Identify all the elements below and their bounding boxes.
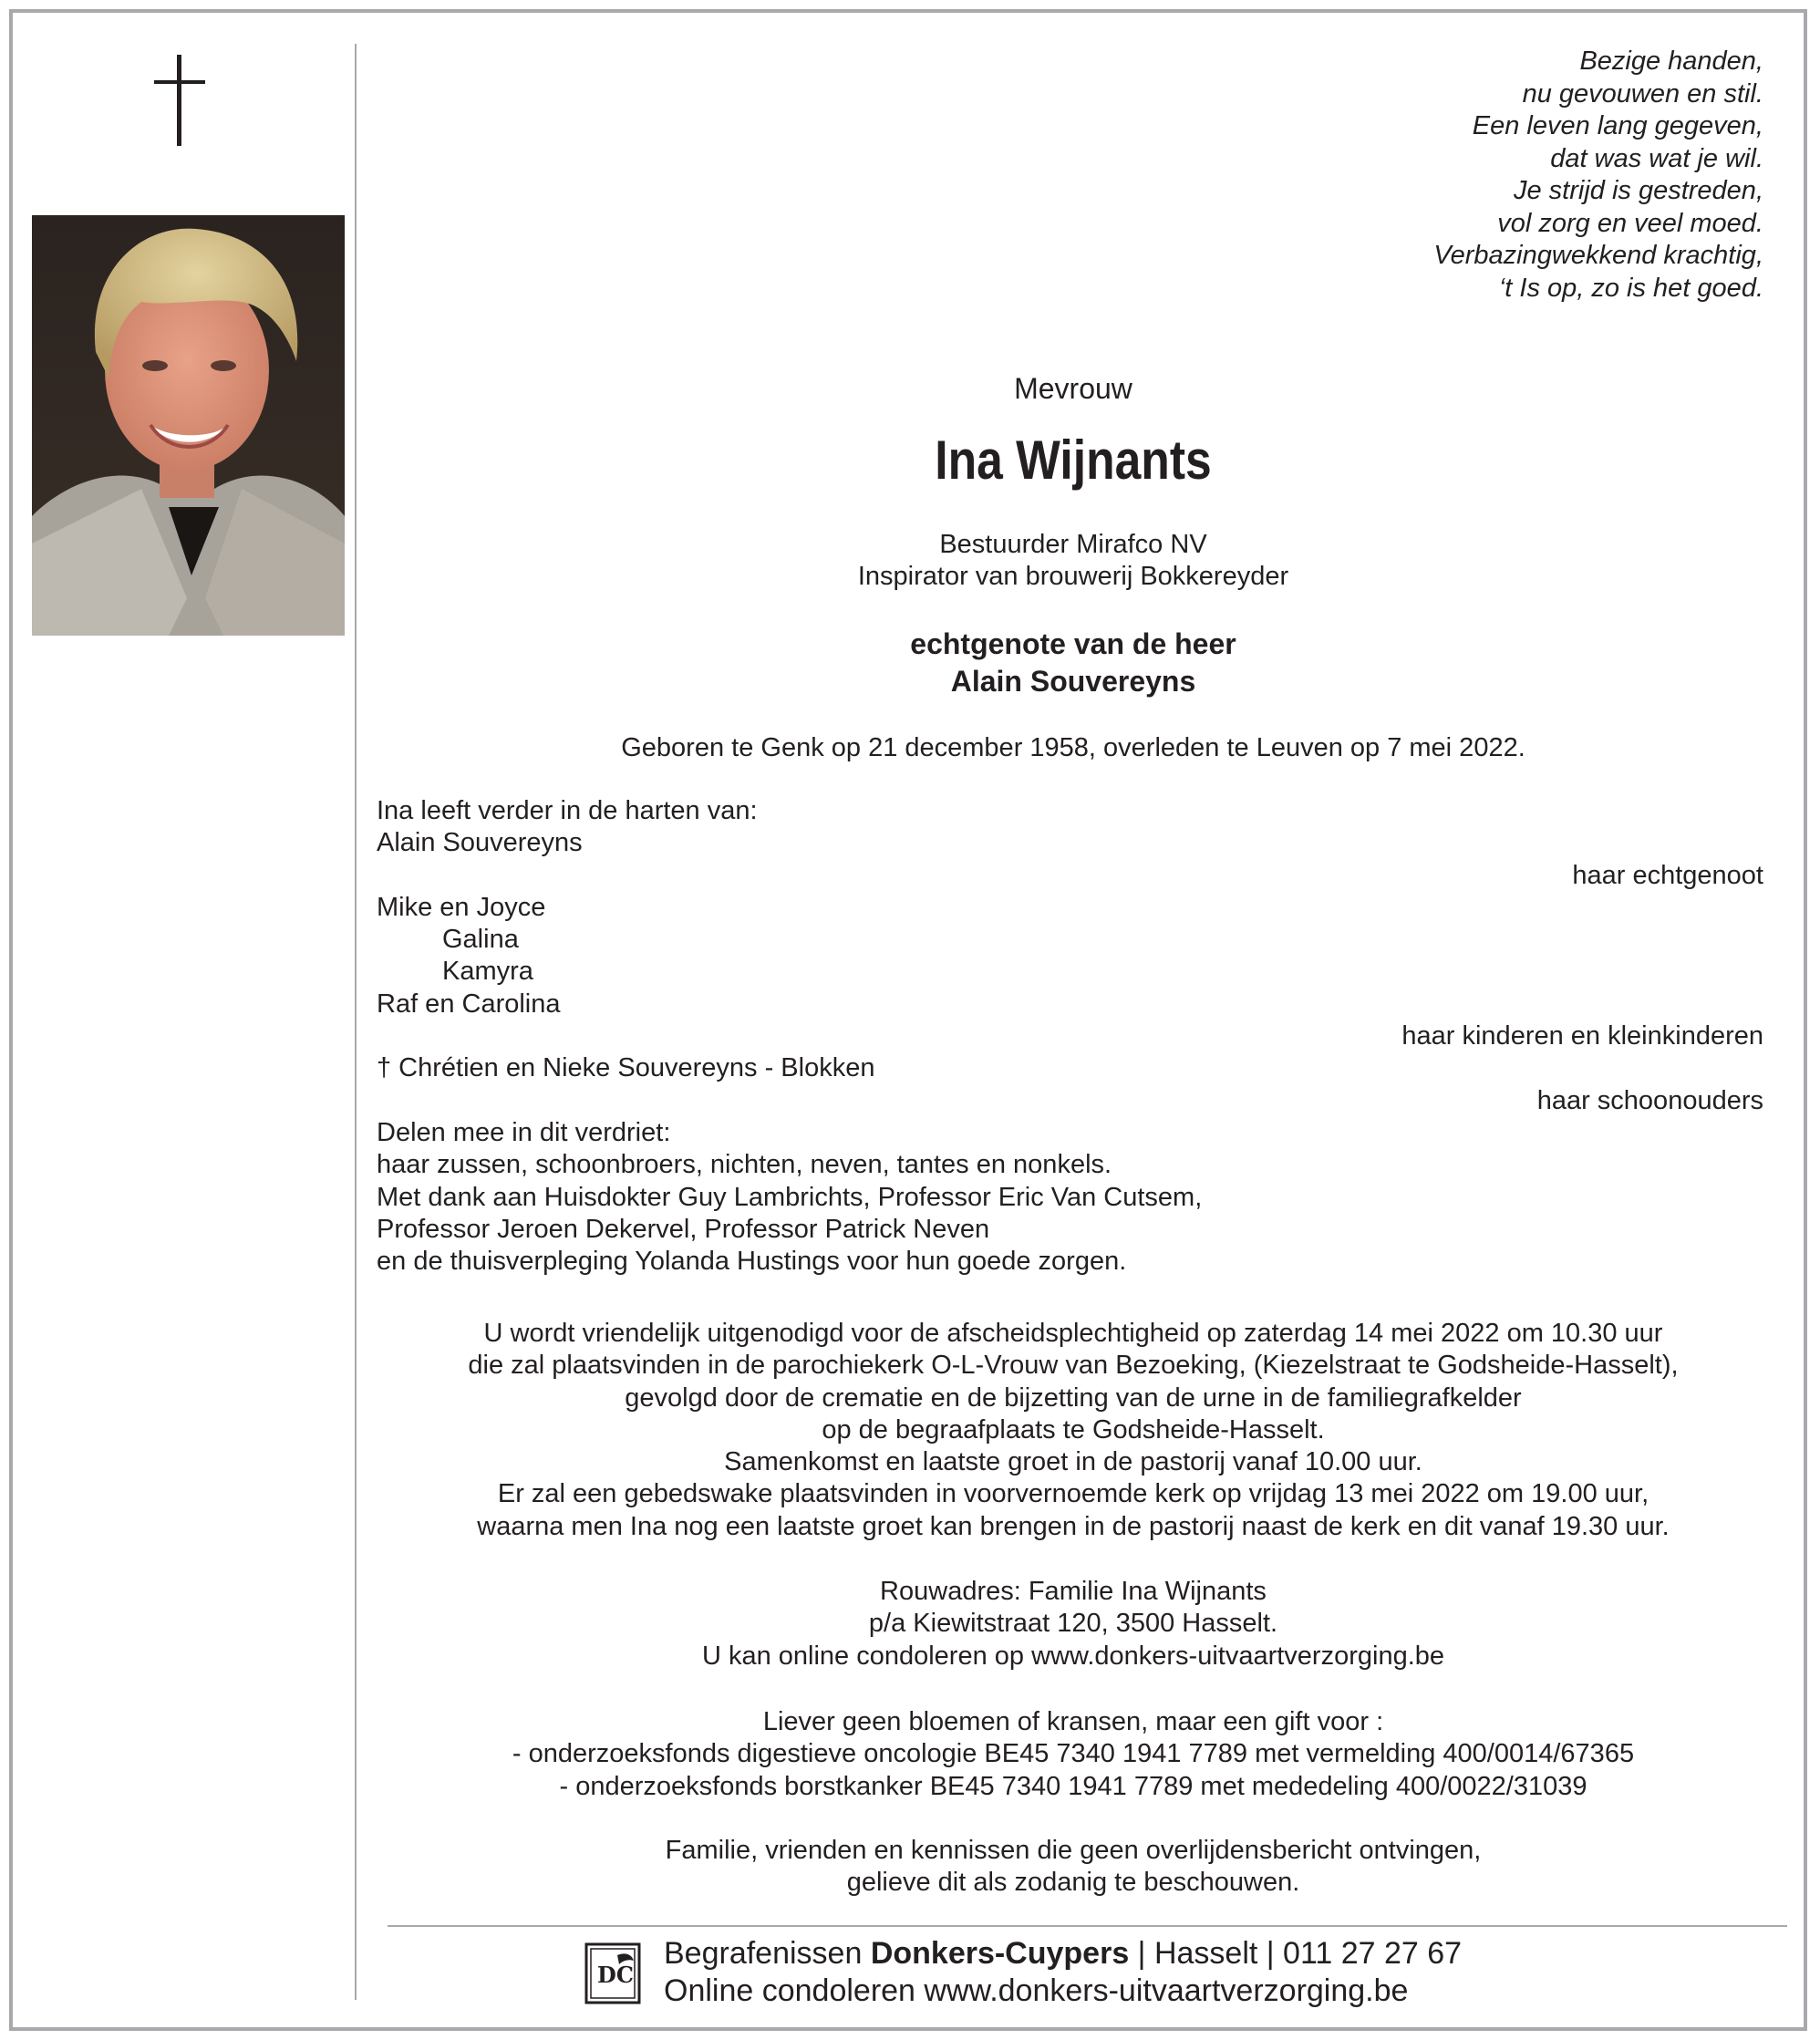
- family-relation: haar kinderen en kleinkinderen: [1401, 1021, 1763, 1051]
- family-relation: haar echtgenoot: [1572, 860, 1763, 890]
- poem-line: nu gevouwen en stil.: [1522, 78, 1763, 109]
- poem-line: Bezige handen,: [1579, 47, 1763, 76]
- ceremony-line: op de begraafplaats te Godsheide-Hasselt.: [822, 1414, 1325, 1445]
- role-line: Inspirator van brouwerij Bokkereyder: [857, 562, 1289, 591]
- gifts-text: [357, 1706, 1789, 1803]
- footer-line-1: [664, 1935, 1462, 1973]
- ceremony-line: die zal plaatsvinden in de parochiekerk O-L-Vrouw van Bezoeking, (Kiezelstraat te Godsheide-Hasselt),: [468, 1351, 1679, 1381]
- gifts-line: Liever geen bloemen of kransen, maar een gift voor :: [762, 1707, 1384, 1736]
- spouse-name: Alain Souvereyns: [950, 665, 1196, 698]
- family-husband: Alain Souvereyns: [377, 828, 583, 858]
- birth-death-line: Geboren te Genk op 21 december 1958, overleden te Leuven op 7 mei 2022.: [621, 733, 1525, 762]
- ceremony-text: [357, 1318, 1789, 1543]
- poem-line: dat was wat je wil.: [1550, 143, 1763, 173]
- ceremony-line: U wordt vriendelijk uitgenodigd voor de afscheidsplechtigheid op zaterdag 14 mei 2022 om 10.30 uur: [483, 1319, 1663, 1348]
- mourning-address: [357, 1576, 1789, 1672]
- cross-icon: [154, 55, 205, 146]
- closing-text: [357, 1835, 1789, 1900]
- poem-line: ‘t Is op, zo is het goed.: [1498, 273, 1763, 303]
- footer-brand: Donkers-Cuypers: [870, 1936, 1130, 1971]
- family-list: [377, 795, 1763, 1278]
- family-member: Mike en Joyce: [377, 892, 546, 922]
- ceremony-line: gevolgd door de crematie en de bijzetting van de urne in de familiegrafkelder: [625, 1382, 1522, 1413]
- ceremony-line: waarna men Ina nog een laatste groet kan brengen in de pastorij naast de kerk en dit vanaf 19.30 uur.: [477, 1511, 1670, 1541]
- family-member: † Chrétien en Nieke Souvereyns - Blokken: [377, 1053, 875, 1083]
- ceremony-line: Er zal een gebedswake plaatsvinden in voorvernoemde kerk op vrijdag 13 mei 2022 om 19.00 uur,: [497, 1479, 1649, 1509]
- address-line: Rouwadres: Familie Ina Wijnants: [880, 1577, 1267, 1606]
- sharing-line: Delen mee in dit verdriet:: [377, 1117, 671, 1147]
- poem-line: Een leven lang gegeven,: [1472, 111, 1763, 140]
- address-line: U kan online condoleren op www.donkers-uitvaartverzorging.be: [701, 1641, 1445, 1671]
- portrait-photo: [32, 215, 345, 636]
- family-member: Galina: [442, 925, 519, 955]
- footer-suffix: | Hasselt | 011 27 27 67: [1129, 1936, 1463, 1971]
- spouse-block: [357, 626, 1789, 700]
- poem-line: Je strijd is gestreden,: [1513, 176, 1763, 205]
- family-intro: Ina leeft verder in de harten van:: [377, 796, 758, 825]
- sharing-line: haar zussen, schoonbroers, nichten, neven, tantes en nonkels.: [377, 1150, 1112, 1180]
- address-line: p/a Kiewitstraat 120, 3500 Hasselt.: [868, 1609, 1278, 1639]
- sharing-line: en de thuisverpleging Yolanda Hustings voor hun goede zorgen.: [377, 1247, 1127, 1277]
- closing-line: gelieve dit als zodanig te beschouwen.: [846, 1868, 1300, 1898]
- funeral-home-logo: [584, 1942, 643, 2006]
- honorific: Mevrouw: [1014, 372, 1132, 405]
- ceremony-line: Samenkomst en laatste groet in de pastorij vanaf 10.00 uur.: [724, 1447, 1422, 1477]
- poem-line: vol zorg en veel moed.: [1497, 208, 1763, 238]
- closing-line: Familie, vrienden en kennissen die geen overlijdensbericht ontvingen,: [665, 1836, 1482, 1865]
- deceased-name: Ina Wijnants: [935, 430, 1212, 491]
- sharing-line: Professor Jeroen Dekervel, Professor Patrick Neven: [377, 1214, 990, 1244]
- footer-line-2: Online condoleren www.donkers-uitvaartverzorging.be: [664, 1973, 1409, 2008]
- footer-divider: [388, 1925, 1787, 1927]
- logo-letter-d: DC: [597, 1962, 634, 1988]
- poem-line: Verbazingwekkend krachtig,: [1433, 241, 1763, 270]
- gifts-line: - onderzoeksfonds borstkanker BE45 7340 1941 7789 met mededeling 400/0022/31039: [559, 1771, 1587, 1801]
- gifts-line: - onderzoeksfonds digestieve oncologie BE45 7340 1941 7789 met vermelding 400/0014/67365: [512, 1739, 1635, 1769]
- sharing-line: Met dank aan Huisdokter Guy Lambrichts, Professor Eric Van Cutsem,: [377, 1182, 1203, 1212]
- family-relation: haar schoonouders: [1536, 1085, 1763, 1115]
- poem: [1433, 46, 1763, 305]
- roles: [357, 529, 1789, 593]
- role-line: Bestuurder Mirafco NV: [939, 530, 1207, 559]
- family-member: Raf en Carolina: [377, 989, 561, 1019]
- vertical-divider: [355, 44, 357, 2000]
- spouse-line: echtgenote van de heer: [910, 627, 1236, 660]
- funeral-home-footer: [664, 1935, 1462, 2010]
- footer-prefix: Begrafenissen: [664, 1936, 871, 1971]
- family-member: Kamyra: [442, 957, 533, 987]
